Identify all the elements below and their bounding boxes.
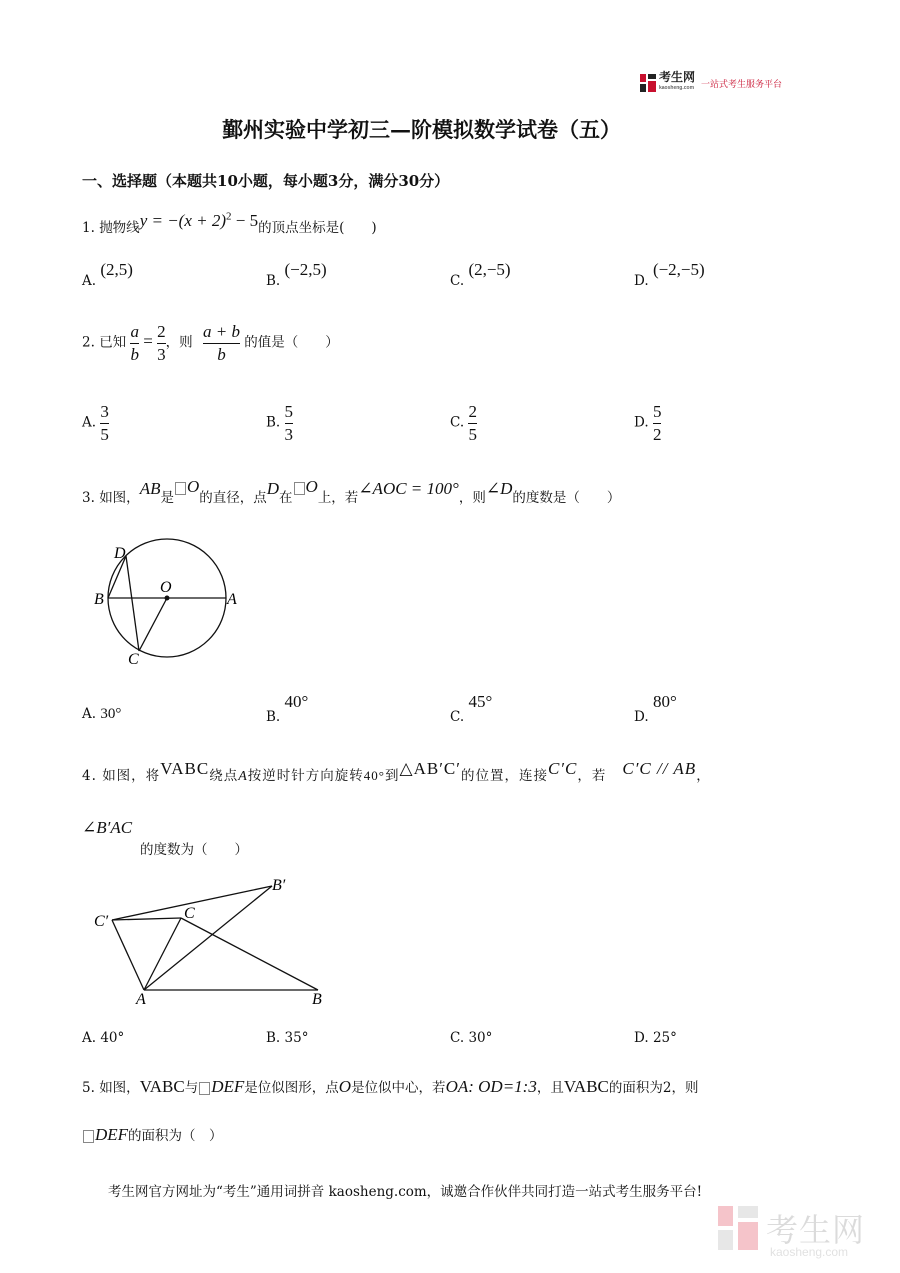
q1-option-d[interactable]: D. (−2,−5)	[634, 260, 705, 289]
q3-option-b[interactable]: B. 40°	[266, 692, 309, 725]
question-2: 2. 已知 $\frac{a}{b}$ = $\frac{2}{3}$ ，则 $\frac{a + b}{b}$ 的值是（ ）	[82, 322, 339, 364]
q1-option-c[interactable]: C. (2,−5)	[450, 260, 511, 289]
brand-logo	[640, 72, 782, 94]
q2-option-b[interactable]: B. $\frac{5}{3}$	[266, 402, 294, 444]
q2-option-c[interactable]: C. $\frac{2}{5}$	[450, 402, 477, 444]
question-5-line-2: DEF的面积为（ ）	[82, 1124, 223, 1145]
triangle-rotation-diagram	[92, 872, 342, 1012]
kaosheng-logo-icon	[640, 74, 656, 92]
logo-slogan: 一站式考生服务平台	[701, 79, 783, 90]
page-title: 鄞州实验中学初三—阶模拟数学试卷（五）	[222, 117, 621, 142]
q3-option-a[interactable]: A. 30°	[82, 706, 122, 722]
label-C: C	[128, 651, 139, 668]
q2-option-d[interactable]: D. $\frac{5}{2}$	[634, 402, 662, 444]
label-O: O	[160, 579, 172, 596]
circle-diagram	[92, 538, 252, 668]
label-B: B	[312, 991, 322, 1008]
watermark: 考生网 kaosheng.com	[718, 1205, 865, 1251]
label-A: A	[136, 991, 146, 1008]
label-D: D	[114, 545, 126, 562]
question-5: 5. 如图，VABC与 DEF是位似图形，点O是位似中心，若OA: OD=1:3，且VABC的面积为2，则	[82, 1077, 699, 1096]
q4-option-a[interactable]: A. 40°	[82, 1030, 125, 1046]
question-1: 1. 抛物线$y = -(x + 2)^2 - 5$的顶点坐标是( )	[82, 210, 377, 236]
q3-option-c[interactable]: C. 45°	[450, 692, 493, 725]
label-C: C	[184, 905, 195, 922]
section-heading: 一、选择题（本题共10小题，每小题3分，满分30分）	[82, 172, 450, 190]
question-4-line-2: ∠B′AC 的度数为（ ）	[82, 818, 248, 858]
page-footer: 考生网官方网址为“考生”通用词拼音 kaosheng.com，诚邀合作伙伴共同打造一站式考生服务平台!	[108, 1184, 703, 1200]
q1-option-b[interactable]: B. (−2,5)	[266, 260, 327, 289]
q2-option-a[interactable]: A. $\frac{3}{5}$	[82, 402, 109, 444]
question-4: 4. 如图，将VABC绕点A按逆时针方向旋转40°到△AB′C′的位置，连接C′C，若 C′C // AB，	[82, 759, 711, 784]
question-3: 3. 如图，AB是O的直径，点D在O上，若∠AOC = 100°，则∠D的度数是（ ）	[82, 477, 621, 506]
logo-text: 考生网 kaosheng.com	[659, 70, 696, 91]
q3-option-d[interactable]: D. 80°	[634, 692, 677, 725]
q4-option-c[interactable]: C. 30°	[450, 1030, 493, 1046]
label-B: B	[94, 591, 104, 608]
watermark-logo-icon	[718, 1206, 758, 1250]
q4-option-d[interactable]: D. 25°	[634, 1030, 677, 1046]
label-C-prime: C′	[94, 913, 109, 930]
q4-option-b[interactable]: B. 35°	[266, 1030, 309, 1046]
label-A: A	[227, 591, 237, 608]
label-B-prime: B′	[272, 877, 286, 894]
q1-option-a[interactable]: A. (2,5)	[82, 260, 133, 289]
